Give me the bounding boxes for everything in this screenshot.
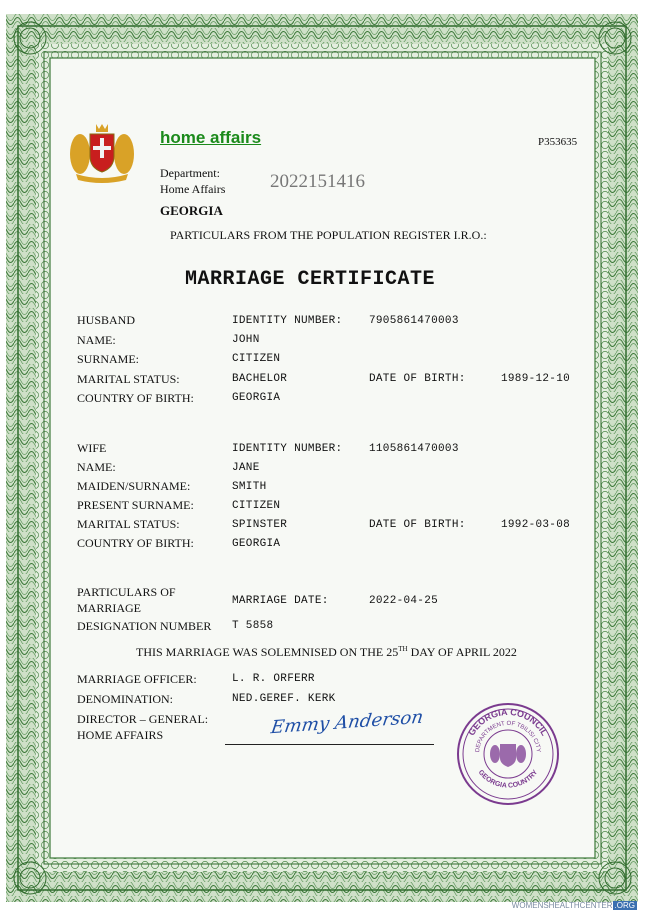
register-subtitle: PARTICULARS FROM THE POPULATION REGISTER I.R.O.: — [170, 228, 487, 242]
wife-status-label: MARITAL STATUS: — [77, 517, 180, 531]
official-seal-stamp — [455, 700, 561, 808]
husband-cob-value: GEORGIA — [232, 392, 281, 404]
wife-section-label: WIFE — [77, 441, 107, 455]
husband-status-value: BACHELOR — [232, 373, 288, 385]
wife-maiden-value: SMITH — [232, 481, 267, 493]
wife-present-surname-label: PRESENT SURNAME: — [77, 498, 194, 512]
marriage-date-label: MARRIAGE DATE: — [232, 595, 329, 607]
wife-cob-value: GEORGIA — [232, 538, 281, 550]
wife-cob-label: COUNTRY OF BIRTH: — [77, 536, 194, 550]
husband-id-value: 7905861470003 — [369, 315, 459, 327]
solemnised-text-start: THIS MARRIAGE WAS SOLEMNISED ON THE 25 — [136, 645, 399, 659]
wife-status-value: SPINSTER — [232, 519, 288, 531]
denomination-value: NED.GEREF. KERK — [232, 693, 336, 705]
site-watermark — [512, 901, 637, 910]
seal-inner-text: DEPARTMENT OF TBILISI CITY — [474, 720, 541, 753]
director-label-line2: HOME AFFAIRS — [77, 728, 164, 742]
svg-text:GEORGIA COUNTRY — [477, 769, 540, 790]
wife-maiden-label: MAIDEN/SURNAME: — [77, 479, 191, 493]
document-number: 2022151416 — [270, 171, 365, 192]
certificate-serial: P353635 — [538, 136, 578, 148]
husband-dob-label: DATE OF BIRTH: — [369, 373, 466, 385]
seal-bottom-text: GEORGIA COUNTRY — [476, 768, 540, 790]
husband-cob-label: COUNTRY OF BIRTH: — [77, 391, 194, 405]
husband-status-label: MARITAL STATUS: — [77, 372, 180, 386]
officer-value: L. R. ORFERR — [232, 673, 315, 685]
certificate-title: MARRIAGE CERTIFICATE — [185, 268, 436, 291]
designation-value: T 5858 — [232, 620, 274, 632]
designation-label: DESIGNATION NUMBER — [77, 619, 212, 633]
director-label-line1: DIRECTOR – GENERAL: — [77, 712, 209, 726]
solemnised-ordinal: TH — [398, 645, 408, 653]
brand-title: home affairs — [160, 128, 262, 147]
director-signature: Emmy Anderson — [269, 706, 425, 739]
watermark-tld: .ORG — [614, 901, 635, 910]
particulars-label-line1: PARTICULARS OF — [77, 585, 176, 599]
wife-id-value: 1105861470003 — [369, 443, 459, 455]
particulars-label-line2: MARRIAGE — [77, 601, 142, 615]
watermark-site: WOMENSHEALTHCENTER — [511, 901, 613, 910]
coat-of-arms-emblem — [66, 120, 138, 184]
wife-name-value: JANE — [232, 462, 260, 474]
seal-top-text: GEORGIA COUNCIL — [466, 706, 550, 738]
wife-dob-label: DATE OF BIRTH: — [369, 519, 466, 531]
signature-line — [225, 744, 434, 745]
wife-present-surname-value: CITIZEN — [232, 500, 281, 512]
husband-name-value: JOHN — [232, 334, 260, 346]
officer-label: MARRIAGE OFFICER: — [77, 672, 197, 686]
husband-section-label: HUSBAND — [77, 313, 136, 327]
wife-name-label: NAME: — [77, 460, 116, 474]
husband-surname-label: SURNAME: — [77, 352, 140, 366]
wife-dob-value: 1992-03-08 — [501, 519, 571, 531]
solemnised-statement — [136, 645, 517, 660]
husband-surname-value: CITIZEN — [232, 353, 281, 365]
solemnised-text-end: DAY OF APRIL 2022 — [407, 645, 517, 659]
marriage-date-value: 2022-04-25 — [369, 595, 439, 607]
husband-dob-value: 1989-12-10 — [501, 373, 571, 385]
department-value: Home Affairs — [160, 182, 226, 196]
husband-name-label: NAME: — [77, 333, 116, 347]
country-heading: GEORGIA — [160, 203, 223, 218]
wife-id-label: IDENTITY NUMBER: — [232, 443, 343, 455]
department-label: Department: — [160, 166, 220, 180]
husband-id-label: IDENTITY NUMBER: — [232, 315, 343, 327]
denomination-label: DENOMINATION: — [77, 692, 173, 706]
